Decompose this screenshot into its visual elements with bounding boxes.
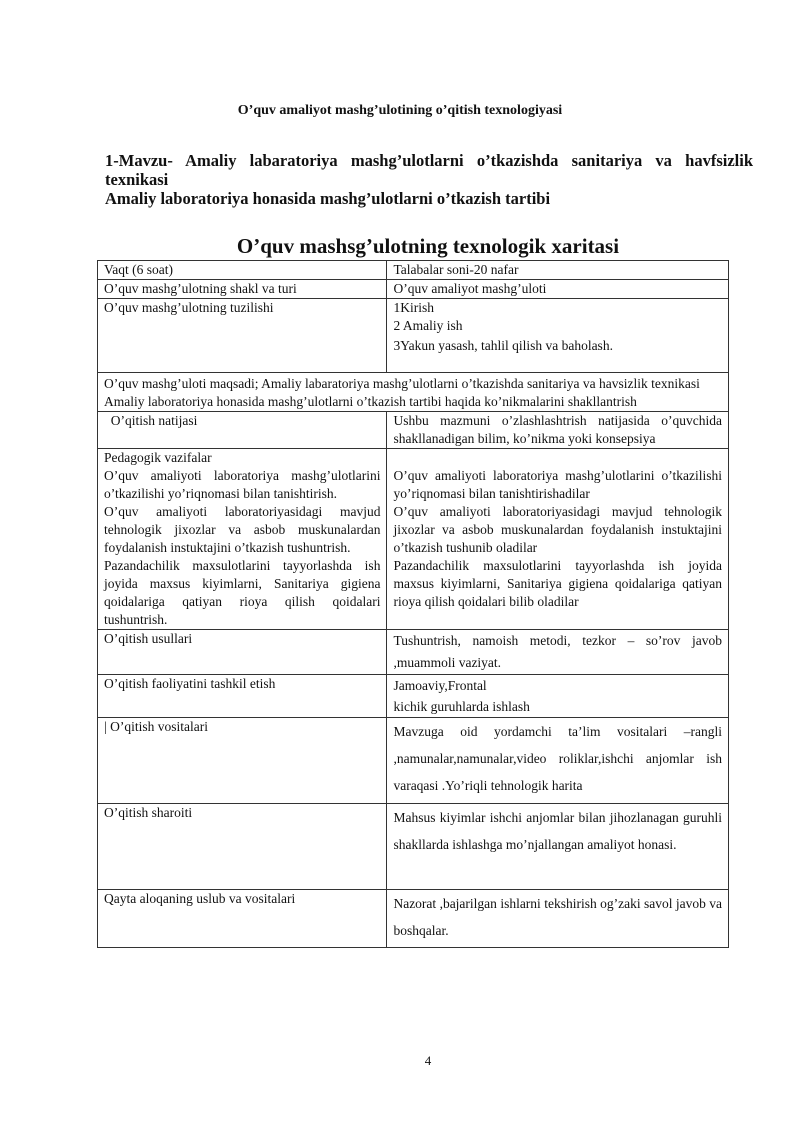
- topic-heading: [105, 151, 753, 208]
- table-cell: Qayta aloqaning uslub va vositalari: [98, 890, 387, 948]
- topic-line-2: Amaliy laboratoriya honasida mashg’ulotlarni o’tkazish tartibi: [105, 189, 551, 208]
- table-cell: O’quv mashg’ulotning tuzilishi: [98, 299, 387, 373]
- structure-item: 3Yakun yasash, tahlil qilish va baholash.: [393, 338, 613, 353]
- table-cell: [387, 675, 729, 718]
- table-cell: O’qitish usullari: [98, 630, 387, 675]
- table-row: [98, 449, 729, 630]
- table-row: [98, 804, 729, 890]
- table-cell: | O’qitish vositalari: [98, 718, 387, 804]
- table-row: [98, 718, 729, 804]
- table-cell: O’quv amaliyot mashg’uloti: [387, 280, 729, 299]
- table-cell: [387, 299, 729, 373]
- table-row: [98, 412, 729, 449]
- table-cell: Nazorat ,bajarilgan ishlarni tekshirish og’zaki savol javob va boshqalar.: [387, 890, 729, 948]
- table-cell: [98, 449, 387, 630]
- technology-map-table: [97, 260, 729, 948]
- page-title: O’quv amaliyot mashg’ulotining o’qitish texnologiyasi: [237, 103, 563, 118]
- learning-outcome: O’quv amaliyoti laboratoriyasidagi mavjud tehnologik jixozlar va asbob muskunalardan foydalanish instuktajini o’tkazish tushunib oladilar: [393, 504, 722, 555]
- table-cell: Mahsus kiyimlar ishchi anjomlar bilan jihozlanagan guruhli shakllarda ishlashga mo’njallangan amaliyot honasi.: [387, 804, 729, 890]
- activity-item: kichik guruhlarda ishlash: [393, 699, 530, 714]
- table-cell-goal: [98, 373, 729, 412]
- table-row: [98, 373, 729, 412]
- page-number: 4: [424, 1053, 432, 1068]
- pedagogic-task: O’quv amaliyoti laboratoriya mashg’ulotlarini o’tkazilishi yo’riqnomasi bilan tanishtirish.: [104, 468, 381, 501]
- table-cell: O’qitish faoliyatini tashkil etish: [98, 675, 387, 718]
- table-row: [98, 630, 729, 675]
- table-cell: O’qitish natijasi: [98, 412, 387, 449]
- table-cell: [387, 449, 729, 630]
- structure-item: 2 Amaliy ish: [393, 318, 463, 333]
- table-row: [98, 280, 729, 299]
- table-cell: Ushbu mazmuni o’zlashlashtrish natijasida o’quvchida shakllanadigan bilim, ko’nikma yoki konsepsiya: [387, 412, 729, 449]
- topic-line-1: 1-Mavzu- Amaliy labaratoriya mashg’ulotlarni o’tkazishda sanitariya va havfsizlik texnikasi: [105, 151, 753, 189]
- structure-item: 1Kirish: [393, 300, 434, 315]
- table-cell: O’qitish sharoiti: [98, 804, 387, 890]
- table-row: [98, 890, 729, 948]
- table-cell: O’quv mashg’ulotning shakl va turi: [98, 280, 387, 299]
- pedagogic-task: O’quv amaliyoti laboratoriyasidagi mavjud tehnologik jixozlar va asbob muskunalardan foydalanish instuktajini o’tkazish tushuntrish.: [104, 504, 381, 555]
- goal-line: Amaliy laboratoriya honasida mashg’ulotlarni o’tkazish tartibi haqida ko’nikmalarini shakllantrish: [104, 394, 637, 409]
- table-row: [98, 299, 729, 373]
- pedagogic-tasks-heading: Pedagogik vazifalar: [104, 450, 212, 465]
- activity-item: Jamoaviy,Frontal: [393, 678, 487, 693]
- table-cell: Talabalar soni-20 nafar: [387, 261, 729, 280]
- technology-map-title: O’quv mashsg’ulotning texnologik xaritasi: [236, 234, 620, 258]
- goal-line: O’quv mashg’uloti maqsadi; Amaliy labaratoriya mashg’ulotlarni o’tkazishda sanitariya va havsizlik texnikasi: [104, 376, 700, 391]
- table-row: [98, 261, 729, 280]
- table-cell: Mavzuga oid yordamchi ta’lim vositalari –rangli ,namunalar,namunalar,video roliklar,ishchi anjomlar ish varaqasi .Yo’riqli tehnologik harita: [387, 718, 729, 804]
- pedagogic-task: Pazandachilik maxsulotlarini tayyorlashda ish joyida maxsus kiyimlarni, Sanitariya gigiena qoidalariga qatiyan rioya qilish qoidalari tushuntrish.: [104, 558, 381, 627]
- table-cell: Vaqt (6 soat): [98, 261, 387, 280]
- learning-outcome: O’quv amaliyoti laboratoriya mashg’ulotlarini o’tkazilishi yo’riqnomasi bilan tanishtirishadilar: [393, 468, 722, 501]
- table-row: [98, 675, 729, 718]
- table-cell: Tushuntrish, namoish metodi, tezkor – so’rov javob ,muammoli vaziyat.: [387, 630, 729, 675]
- learning-outcome: Pazandachilik maxsulotlarini tayyorlashda ish joyida maxsus kiyimlarni, Sanitariya gigiena qoidalariga qatiyan rioya qilish qoidalari bilib oladilar: [393, 558, 722, 609]
